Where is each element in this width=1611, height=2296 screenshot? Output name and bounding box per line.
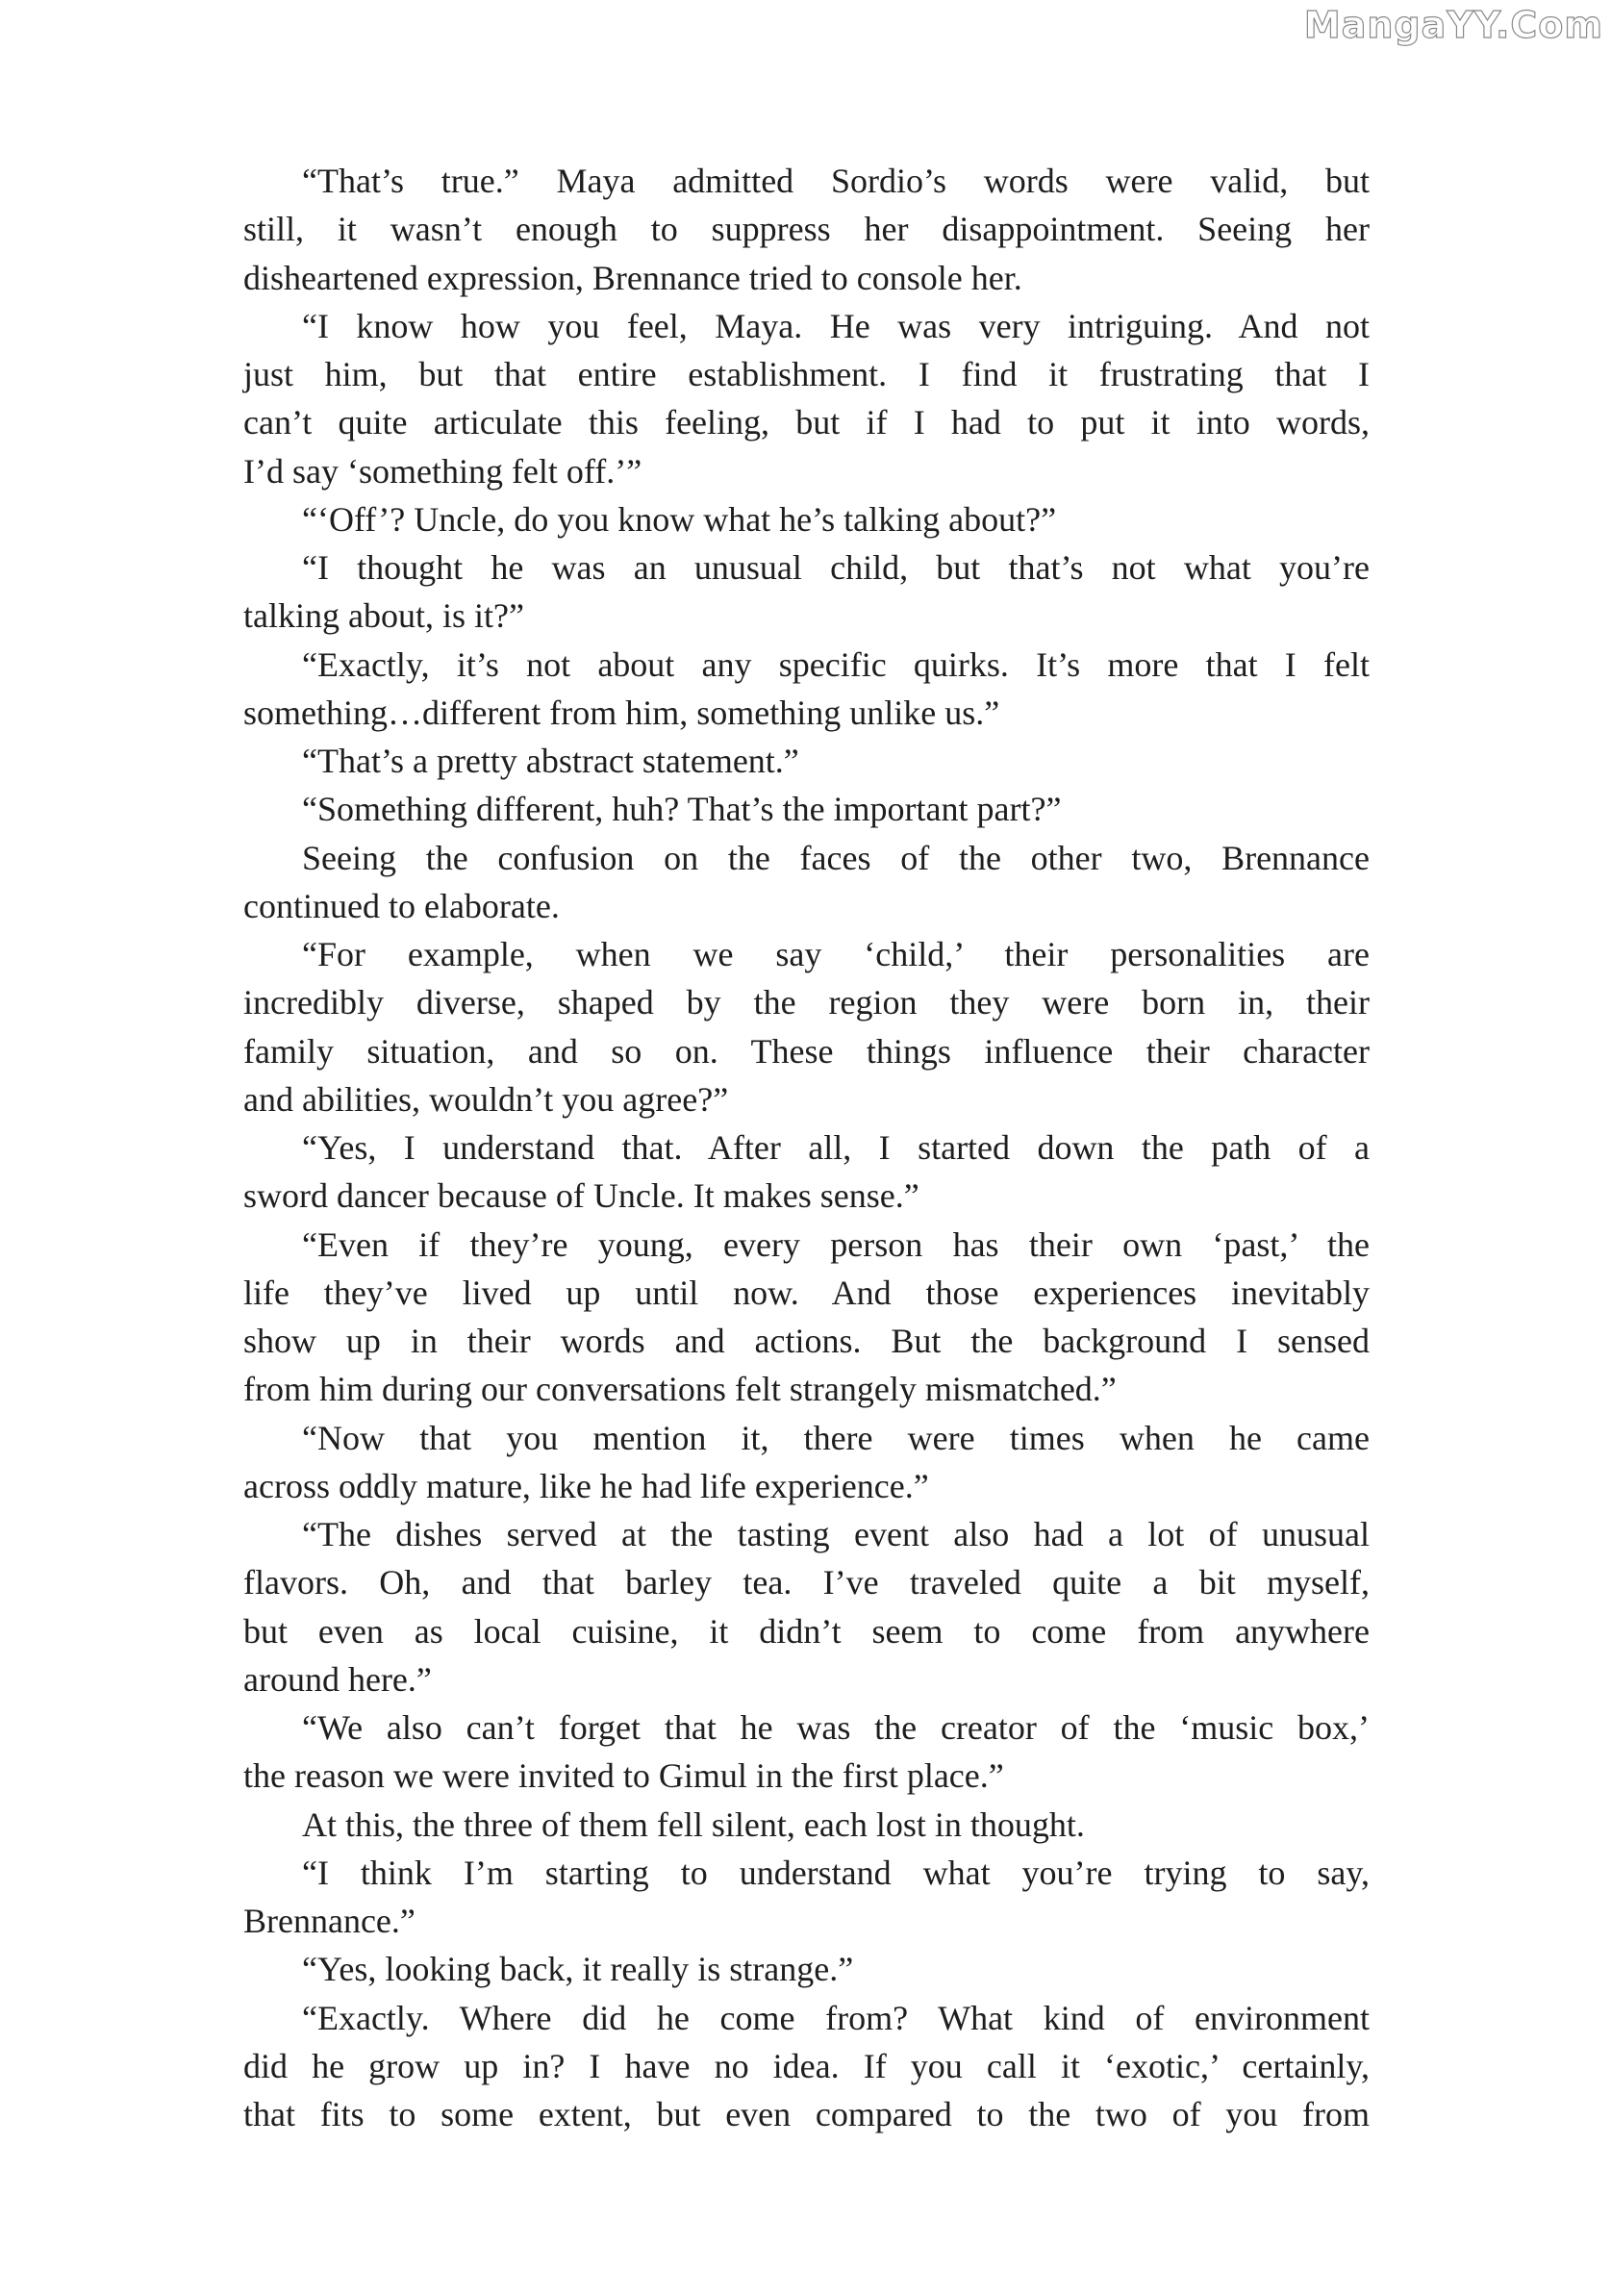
- text-line: “Exactly. Where did he come from? What kind of environment: [302, 1998, 1370, 2037]
- text-line: “Even if they’re young, every person has their own ‘past,’ the: [302, 1224, 1370, 1264]
- text-line: “Something different, huh? That’s the important part?”: [302, 790, 1062, 829]
- text-line: “Exactly, it’s not about any specific quirks. It’s more that I felt: [302, 644, 1370, 684]
- text-line: I’d say ‘something felt off.’”: [243, 451, 642, 491]
- text-line: disheartened expression, Brennance tried to console her.: [243, 258, 1022, 297]
- text-line: Brennance.”: [243, 1902, 415, 1940]
- text-line: family situation, and so on. These things influence their character: [243, 1031, 1370, 1071]
- paragraph: [243, 1123, 1370, 1221]
- paragraph: [243, 1801, 1370, 1849]
- paragraph: [243, 157, 1370, 302]
- paragraph: [243, 495, 1370, 543]
- paragraph: [243, 1945, 1370, 1993]
- text-line: “For example, when we say ‘child,’ their personalities are: [302, 935, 1370, 973]
- text-line: the reason we were invited to Gimul in the first place.”: [243, 1756, 1004, 1796]
- text-line: show up in their words and actions. But the background I sensed: [243, 1322, 1370, 1360]
- text-line: but even as local cuisine, it didn’t seem to come from anywhere: [243, 1611, 1370, 1651]
- paragraph: [243, 302, 1370, 495]
- text-line: around here.”: [243, 1659, 432, 1699]
- paragraph: [243, 785, 1370, 833]
- text-line: that fits to some extent, but even compared to the two of you from: [243, 2095, 1370, 2133]
- text-line: “Yes, looking back, it really is strange.”: [302, 1950, 854, 1989]
- text-line: “Yes, I understand that. After all, I started down the path of a: [302, 1128, 1370, 1167]
- text-line: incredibly diverse, shaped by the region they were born in, their: [243, 983, 1370, 1022]
- paragraph: [243, 1703, 1370, 1801]
- text-line: talking about, is it?”: [243, 596, 524, 636]
- text-line: continued to elaborate.: [243, 886, 560, 925]
- text-line: “That’s a pretty abstract statement.”: [302, 742, 799, 780]
- text-line: “The dishes served at the tasting event also had a lot of unusual: [302, 1515, 1370, 1553]
- text-line: just him, but that entire establishment. I find it frustrating that I: [243, 355, 1370, 393]
- text-line: and abilities, wouldn’t you agree?”: [243, 1079, 729, 1119]
- paragraph: [243, 737, 1370, 785]
- text-line: Seeing the confusion on the faces of the other two, Brennance: [302, 838, 1370, 877]
- paragraph: [243, 834, 1370, 931]
- paragraph: [243, 641, 1370, 738]
- text-line: At this, the three of them fell silent, each lost in thought.: [302, 1804, 1085, 1844]
- text-line: “‘Off’? Uncle, do you know what he’s talking about?”: [302, 499, 1057, 539]
- text-line: can’t quite articulate this feeling, but if I had to put it into words,: [243, 403, 1370, 442]
- paragraph: [243, 1849, 1370, 1946]
- text-line: did he grow up in? I have no idea. If you call it ‘exotic,’ certainly,: [243, 2046, 1370, 2085]
- paragraph: [243, 1510, 1370, 1703]
- paragraph: [243, 1994, 1370, 2139]
- watermark-logo: MangaYY.Com: [1303, 4, 1603, 46]
- text-line: “I think I’m starting to understand what you’re trying to say,: [302, 1853, 1370, 1892]
- paragraph: [243, 1221, 1370, 1414]
- text-line: “Now that you mention it, there were times when he came: [302, 1418, 1370, 1457]
- paragraph: [243, 543, 1370, 641]
- text-line: flavors. Oh, and that barley tea. I’ve traveled quite a bit myself,: [243, 1563, 1370, 1602]
- text-line: sword dancer because of Uncle. It makes sense.”: [243, 1176, 919, 1216]
- text-line: from him during our conversations felt strangely mismatched.”: [243, 1370, 1117, 1409]
- text-line: still, it wasn’t enough to suppress her disappointment. Seeing her: [243, 210, 1370, 249]
- book-page-text: [243, 157, 1370, 2138]
- paragraph: [243, 930, 1370, 1123]
- text-line: “We also can’t forget that he was the creator of the ‘music box,’: [302, 1708, 1370, 1747]
- text-line: “I thought he was an unusual child, but that’s not what you’re: [302, 548, 1370, 587]
- text-line: something…different from him, something unlike us.”: [243, 693, 1000, 732]
- text-line: across oddly mature, like he had life experience.”: [243, 1466, 929, 1505]
- text-line: life they’ve lived up until now. And those experiences inevitably: [243, 1273, 1370, 1312]
- paragraph: [243, 1414, 1370, 1511]
- text-line: “That’s true.” Maya admitted Sordio’s words were valid, but: [302, 162, 1370, 200]
- text-line: “I know how you feel, Maya. He was very intriguing. And not: [302, 306, 1370, 345]
